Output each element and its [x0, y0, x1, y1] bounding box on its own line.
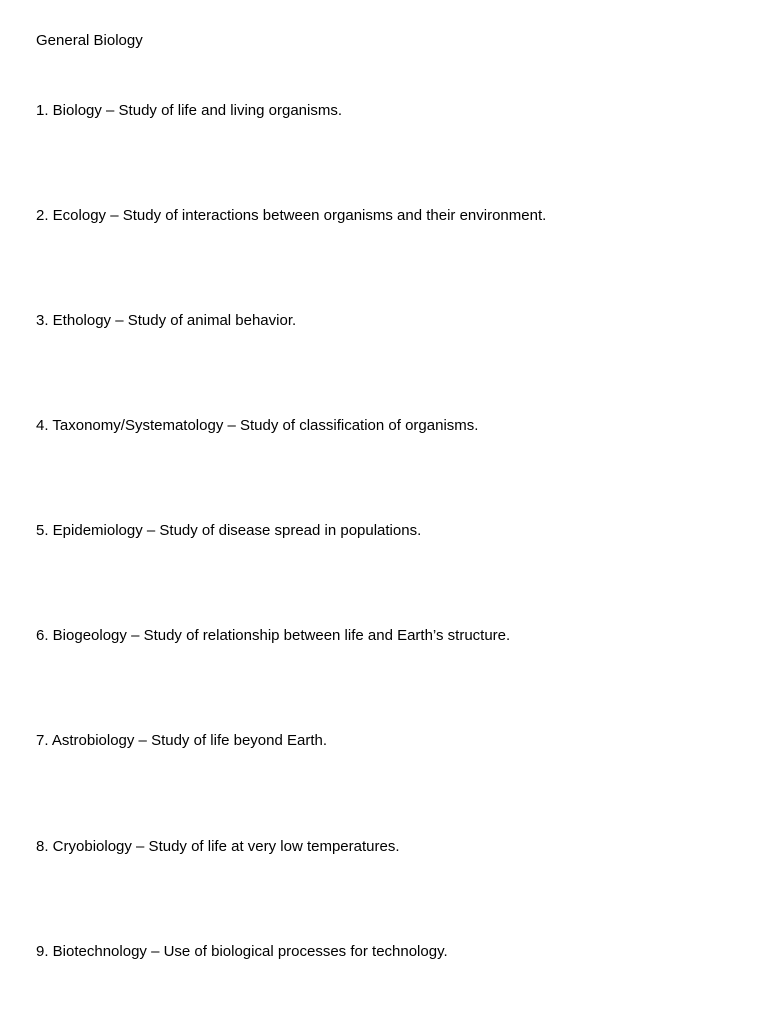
list-item: 1. Biology – Study of life and living organisms.: [36, 102, 342, 119]
list-item: 2. Ecology – Study of interactions between organisms and their environment.: [36, 207, 547, 224]
list-item: 6. Biogeology – Study of relationship between life and Earth’s structure.: [36, 627, 511, 644]
list-item: 5. Epidemiology – Study of disease spread in populations.: [36, 522, 422, 539]
list-item: 4. Taxonomy/Systematology – Study of classification of organisms.: [36, 417, 479, 434]
list-item: 8. Cryobiology – Study of life at very low temperatures.: [36, 838, 400, 855]
list-item: 3. Ethology – Study of animal behavior.: [36, 312, 297, 329]
document-title: General Biology: [36, 32, 143, 49]
list-item: 7. Astrobiology – Study of life beyond Earth.: [36, 732, 328, 749]
list-item: 9. Biotechnology – Use of biological processes for technology.: [36, 943, 448, 960]
